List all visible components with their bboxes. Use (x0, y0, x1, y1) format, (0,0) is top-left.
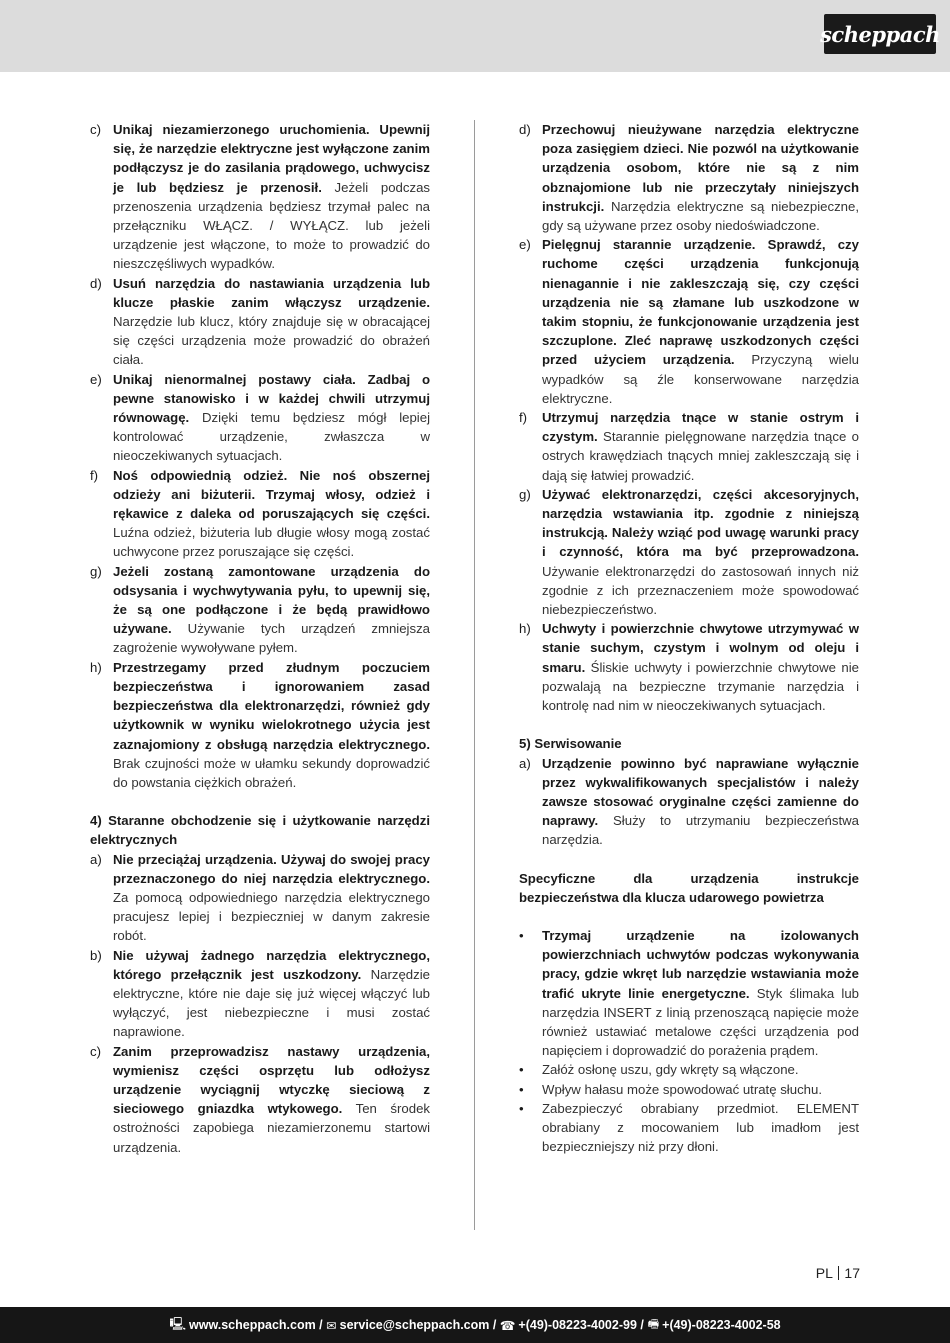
bullet-item (519, 1060, 859, 1079)
computer-icon: 🖳 (169, 1316, 187, 1331)
item-regular-text: Załóż osłonę uszu, gdy wkręty są włączone. (542, 1062, 799, 1078)
list-item (90, 466, 430, 562)
item-regular-text: Narzędzie lub klucz, który znajduje się w obracającej się części urządzenia może prowadzić do obrażeń ciała. (113, 314, 430, 368)
specific-instructions-heading: Specyficzne dla urządzenia instrukcje bezpieczeństwa dla klucza udarowego powietrza (519, 870, 859, 905)
item-marker: d) (90, 275, 102, 291)
item-text (542, 1080, 859, 1099)
mail-icon: ✉ (326, 1318, 337, 1333)
footer-phone: +(49)-08223-4002-99 / (518, 1318, 644, 1332)
specific-bullets (519, 926, 859, 1156)
item-marker: c) (90, 122, 101, 137)
item-bold-text: Unikaj niezamierzonego uruchomienia. Upewnij się, że narzędzie elektryczne jest wyłączone zanim podłączysz je do zasilania prądowego, uchwycisz je lub będziesz je przenosił. (113, 122, 430, 195)
item-bold-text: Noś odpowiednią odzież. Nie noś obszernej odzieży ani biżuterii. Trzymaj włosy, odzież i rękawice z daleka od poruszających się części. (113, 467, 430, 522)
item-regular-text: Narzędzia elektryczne są niebezpieczne, gdy są używane przez osoby niedoświadczone. (542, 198, 859, 234)
item-marker: • (519, 1100, 524, 1116)
item-regular-text: Śliskie uchwyty i powierzchnie chwytowe nie pozwalają na bezpieczne trzymanie narzędzia i kontrolę nad nim w nieoczekiwanych sytuacjach. (542, 659, 859, 714)
page-separator (838, 1266, 840, 1280)
item-text (113, 466, 430, 562)
item-marker: • (519, 927, 524, 943)
item-marker: a) (90, 851, 102, 867)
list-item (90, 946, 430, 1042)
item-marker: h) (90, 659, 102, 675)
right-items (519, 120, 859, 715)
item-bold-text: Jeżeli zostaną zamontowane urządzenia do odsysania i wychwytywania pyłu, to upewnij się, że są one podłączone i że będą prawidłowo używane. (113, 563, 430, 637)
item-marker: g) (519, 486, 531, 502)
section-4-heading: 4) Staranne obchodzenie się i użytkowanie narzędzi elektrycznych (90, 813, 430, 848)
item-text (113, 370, 430, 466)
item-marker: f) (519, 410, 528, 426)
item-bold-text: Nie używaj żadnego narzędzia elektrycznego, którego przełącznik jest uszkodzony. (113, 947, 430, 982)
item-text (113, 1042, 430, 1157)
item-bold-text: Przechowuj nieużywane narzędzia elektryczne poza zasięgiem dzieci. Nie pozwól na użytkowanie urządzenia osobom, które nie są z nim obznajomione lub nie przeczytały niniejszych instrukcji. (542, 122, 859, 214)
item-regular-text: Dzięki temu będziesz mógł lepiej kontrolować urządzenie, zwłaszcza w nieoczekiwanych sytuacjach. (113, 410, 430, 464)
item-text (542, 485, 859, 619)
item-regular-text: Narzędzie elektryczne, które nie daje się już więcej włączyć lub wyłączyć, jest niebezpieczne i musi zostać naprawione. (113, 966, 430, 1040)
item-regular-text: Ten środek ostrożności zapobiega niezamierzonemu startowi urządzenia. (113, 1101, 430, 1155)
right-column (519, 120, 859, 1156)
list-item (519, 120, 859, 235)
footer-fax: +(49)-08223-4002-58 (662, 1318, 781, 1332)
list-item (519, 754, 859, 850)
item-text (113, 946, 430, 1042)
list-item (90, 850, 430, 946)
item-marker: f) (90, 467, 99, 483)
item-bold-text: Unikaj nienormalnej postawy ciała. Zadbaj o pewne stanowisko i w każdej chwili utrzymuj równowagę. (113, 371, 430, 426)
item-bold-text: Usuń narzędzia do nastawiania urządzenia lub klucze płaskie zanim włączysz urządzenie. (113, 275, 430, 310)
bullet-item (519, 926, 859, 1060)
item-bold-text: Pielęgnuj starannie urządzenie. Sprawdź, czy ruchome części urządzenia funkcjonują nienagannie i nie zakleszczają się, czy części urządzenia nie są złamane lub uszkodzone w takim stopniu, że funkcjonowanie urządzenia jest szczuplone. Zleć naprawę uszkodzonych części przed użyciem urządzenia. (542, 237, 859, 368)
item-regular-text: Za pomocą odpowiedniego narzędzia elektrycznego pracujesz lepiej i bezpieczniej w danym zakresie robót. (113, 889, 430, 944)
item-bold-text: Zanim przeprowadzisz nastawy urządzenia, wymienisz części osprzętu lub odłożysz urządzenie wyciągnij wtyczkę sieciową z sieciowego gniazdka wtykowego. (113, 1043, 430, 1117)
list-item (90, 1042, 430, 1157)
item-text (542, 120, 859, 235)
list-item (519, 235, 859, 408)
item-regular-text: Starannie pielęgnowane narzędzia tnące o ostrych krawędziach tnących mniej zakleszczają się i dają się łatwiej prowadzić. (542, 429, 859, 483)
item-text (113, 658, 430, 792)
item-bold-text: Nie przeciążaj urządzenia. Używaj do swojej pracy przeznaczonego do niej narzędzia elektrycznego. (113, 851, 430, 886)
bullet-item (519, 1080, 859, 1099)
item-regular-text: Jeżeli podczas przenoszenia urządzenia będziesz trzymał palec na przełączniku WŁĄCZ. / WYŁĄCZ. lub jeżeli urządzenie jest włączone, to może to prowadzić do nieszczęśliwych wypadków. (113, 179, 430, 272)
item-marker: g) (90, 563, 102, 579)
item-marker: e) (90, 371, 102, 387)
left-column (90, 120, 430, 1157)
list-item (90, 274, 430, 370)
item-regular-text: Wpływ hałasu może spowodować utratę słuchu. (542, 1081, 823, 1097)
item-regular-text: Styk ślimaka lub narzędzia INSERT z linią przenoszącą napięcie może również ustawiać metalowe części urządzenia pod napięciem i doprowadzić do porażenia prądem. (542, 985, 859, 1059)
item-bold-text: Utrzymuj narzędzia tnące w stanie ostrym i czystym. (542, 410, 859, 445)
item-text (113, 274, 430, 370)
item-text (542, 619, 859, 715)
list-item (519, 485, 859, 619)
item-marker: c) (90, 1043, 101, 1059)
fax-icon: 🖷 (647, 1316, 660, 1331)
page-number (790, 1265, 860, 1281)
item-text (542, 754, 859, 850)
footer-bar (0, 1307, 950, 1343)
footer-website: www.scheppach.com / (189, 1318, 323, 1332)
item-text (542, 408, 859, 485)
item-marker: • (519, 1062, 524, 1078)
item-text (542, 235, 859, 408)
item-bold-text: Uchwyty i powierzchnie chwytowe utrzymywać w stanie suchym, czystym i wolnym od oleju i smaru. (542, 621, 859, 675)
left-items (90, 120, 430, 792)
item-text (542, 926, 859, 1060)
list-item (90, 370, 430, 466)
item-marker: a) (519, 755, 531, 771)
item-marker: h) (519, 621, 531, 637)
scheppach-logo: scheppach (824, 14, 936, 54)
list-item (519, 619, 859, 715)
bullet-item (519, 1099, 859, 1157)
item-marker: d) (519, 122, 531, 137)
item-marker: • (519, 1081, 524, 1097)
page-lang: PL (815, 1265, 833, 1281)
header-bar (0, 0, 950, 72)
item-text (113, 562, 430, 658)
column-divider (474, 120, 475, 1230)
list-item (519, 408, 859, 485)
item-marker: b) (90, 947, 102, 963)
item-text (113, 850, 430, 946)
item-text (113, 120, 430, 274)
list-item (90, 562, 430, 658)
section-5-heading: 5) Serwisowanie (519, 736, 622, 752)
item-regular-text: Przyczyną wielu wypadków są źle konserwowane narzędzia elektryczne. (542, 352, 859, 406)
item-regular-text: Używanie tych urządzeń zmniejsza zagrożenie wywoływane pyłem. (113, 621, 430, 656)
item-regular-text: Używanie elektronarzędzi do zastosowań innych niż zgodnie z ich przeznaczeniem może spowodować niebezpieczeństwo. (542, 563, 859, 618)
item-regular-text: Brak czujności może w ułamku sekundy doprowadzić do powstania ciężkich obrażeń. (113, 755, 430, 790)
section-4-items (90, 850, 430, 1157)
phone-icon: ☎ (499, 1318, 516, 1333)
item-bold-text: Przestrzegamy przed złudnym poczuciem bezpieczeństwa i ignorowaniem zasad bezpieczeństwa dla elektronarzędzi, również gdy użytkownik w wyniku wielokrotnego użycia jest zaznajomiony z obsługą narzędzia elektrycznego. (113, 659, 430, 752)
item-regular-text: Służy to utrzymaniu bezpieczeństwa narzędzia. (542, 813, 859, 848)
item-text (542, 1099, 859, 1157)
list-item (90, 658, 430, 792)
item-text (542, 1060, 859, 1079)
item-bold-text: Trzymaj urządzenie na izolowanych powierzchniach uchwytów podczas wykonywania pracy, gdzie wkręt lub narzędzie wstawiania może trafić ukryte linie energetyczne. (542, 927, 859, 1001)
page-number-value: 17 (844, 1265, 860, 1281)
footer-email: service@scheppach.com / (339, 1318, 497, 1332)
item-regular-text: Zabezpieczyć obrabiany przedmiot. ELEMENT obrabiany z mocowaniem lub imadłom jest bezpieczniejszy niż przy dłoni. (542, 1100, 859, 1155)
item-bold-text: Urządzenie powinno być naprawiane wyłącznie przez wykwalifikowanych specjalistów i należy zawsze stosować oryginalne części zamienne do naprawy. (542, 755, 859, 829)
section-5-items (519, 754, 859, 850)
item-marker: e) (519, 237, 531, 253)
list-item (90, 120, 430, 274)
item-regular-text: Luźna odzież, biżuteria lub długie włosy mogą zostać uchwycone przez poruszające się części. (113, 525, 430, 560)
item-bold-text: Używać elektronarzędzi, części akcesoryjnych, narzędzia wstawiania itp. zgodnie z niniejszą instrukcją. Należy wziąć pod uwagę warunki pracy i czynność, która ma być przeprowadzona. (542, 486, 859, 560)
